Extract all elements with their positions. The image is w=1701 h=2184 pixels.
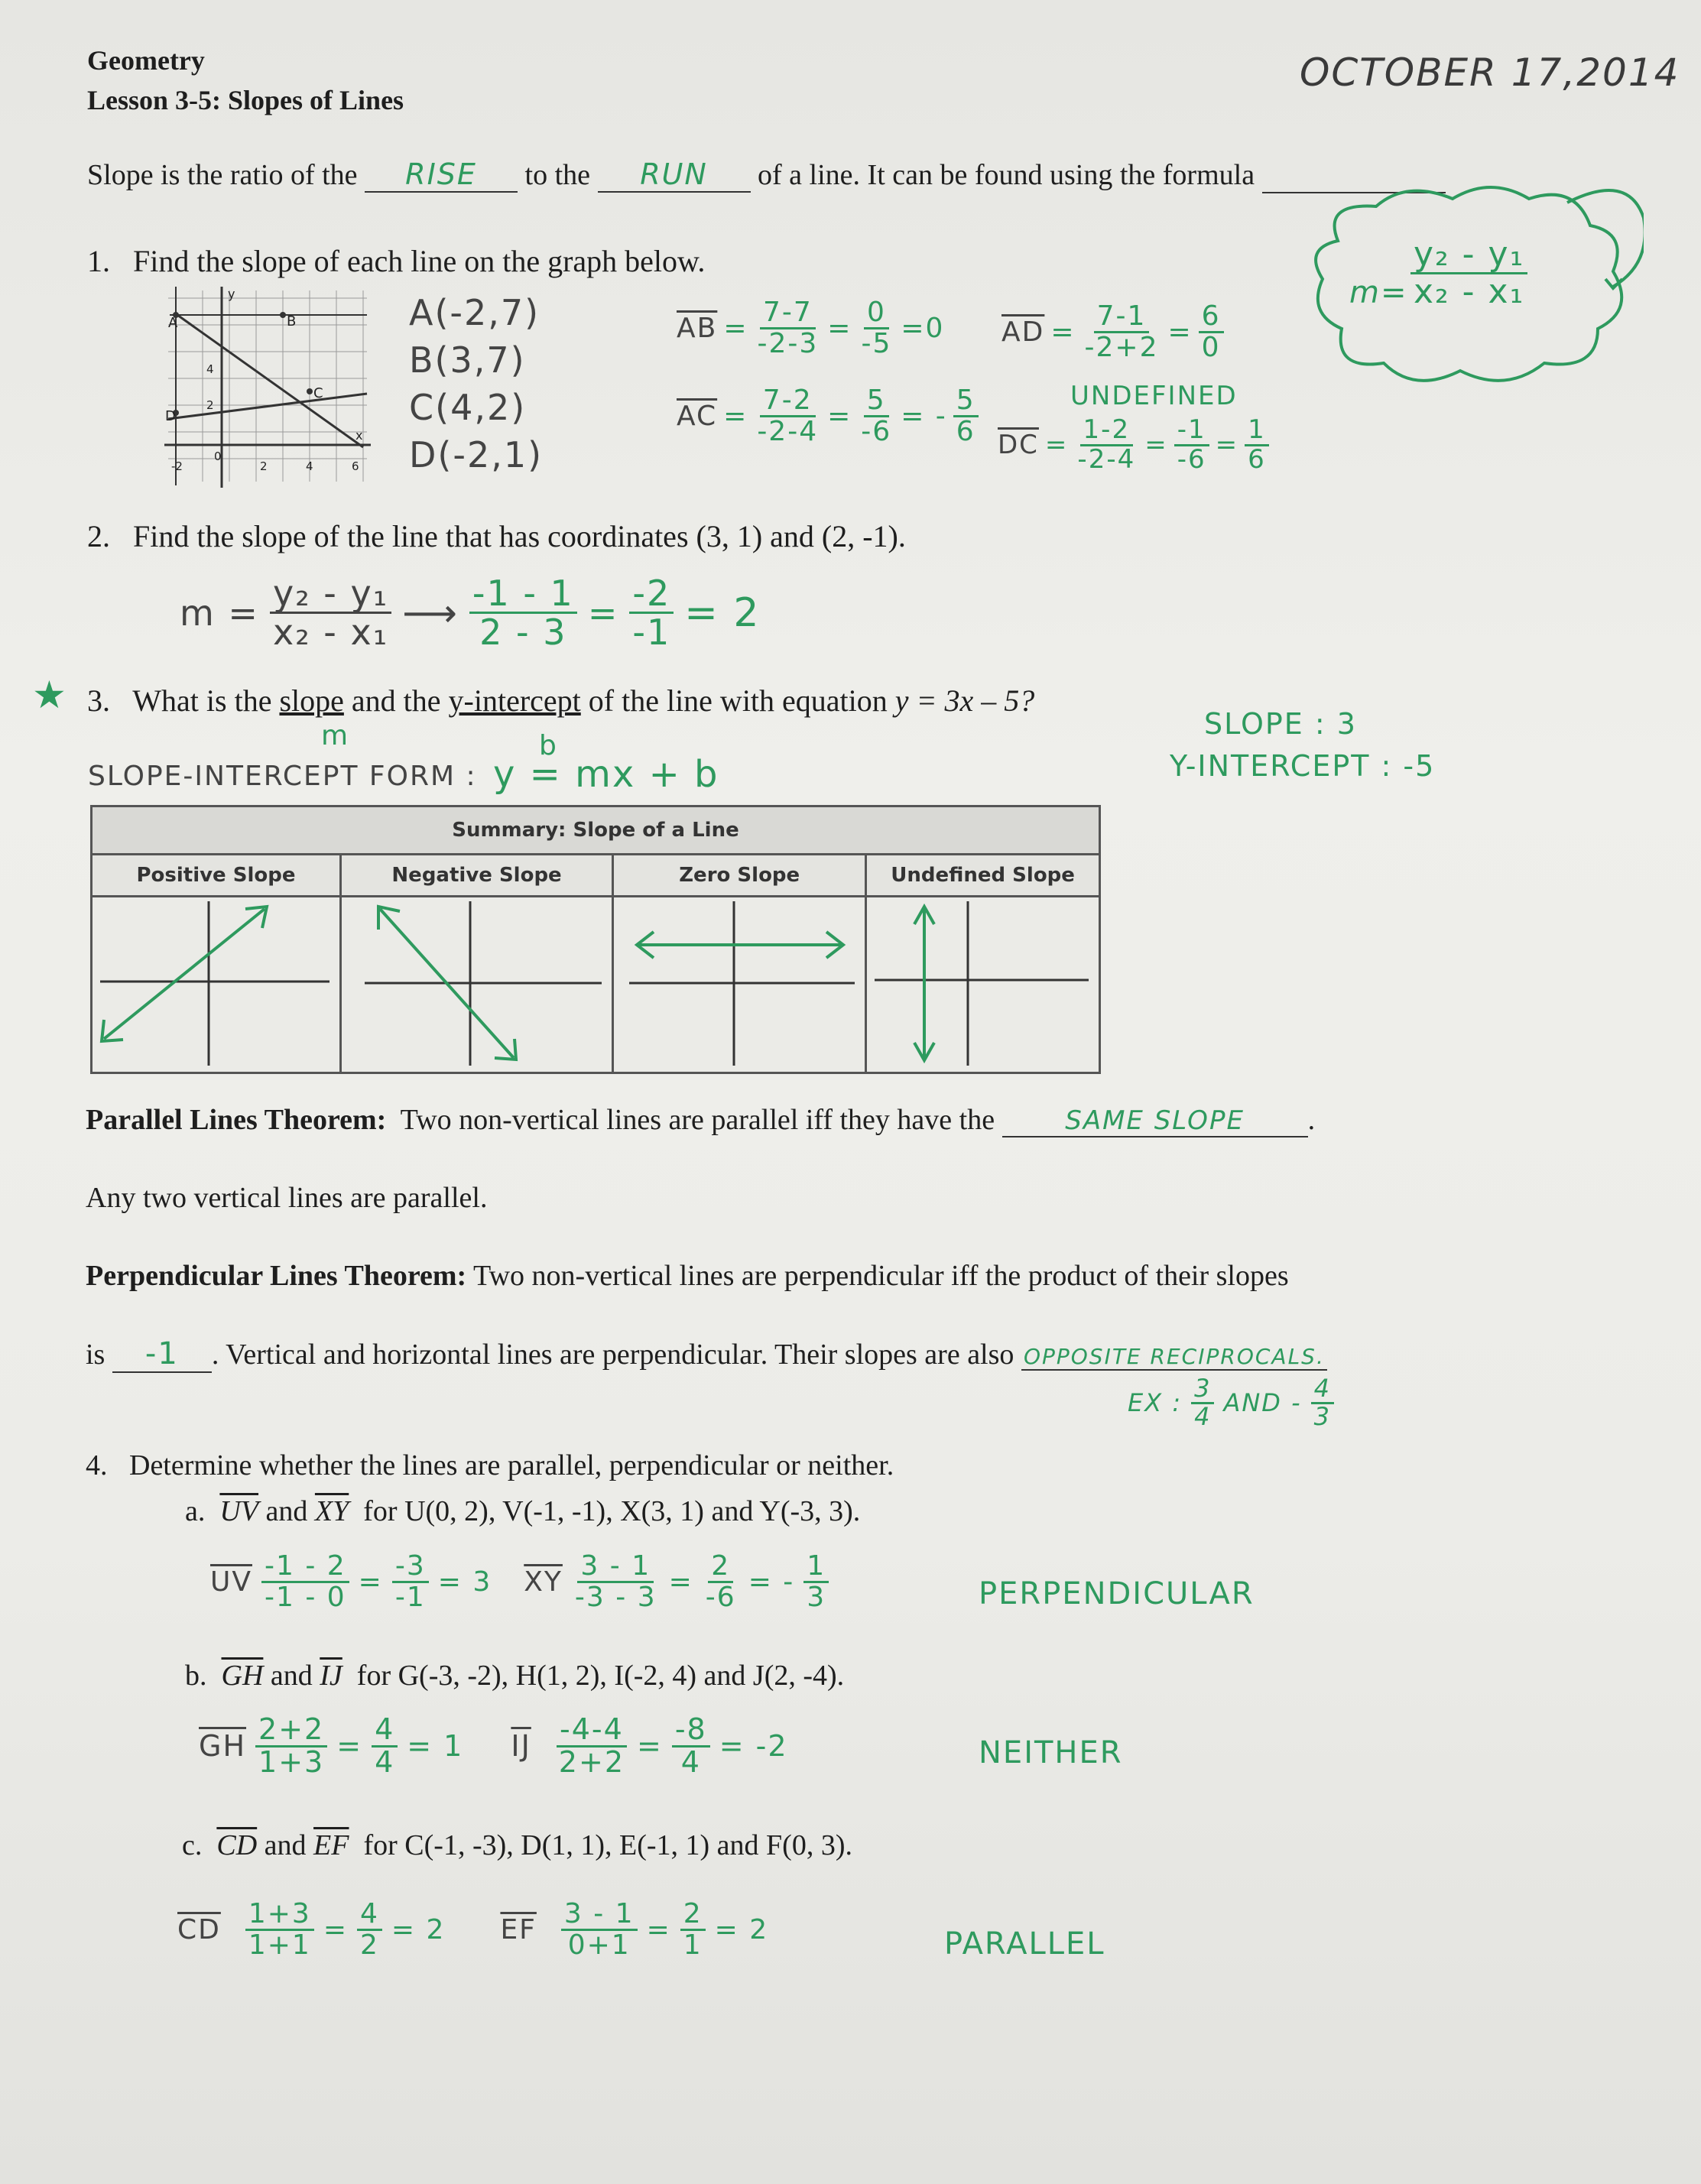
q4a-num1: -1 - 2 [261,1552,349,1583]
q3-slope-word: slope [279,683,344,718]
cloud-formula-fraction [1410,237,1527,310]
point-d: D(-2,1) [409,434,544,475]
course-title: Geometry [87,45,205,76]
intro-text-1: Slope is the ratio of the [87,159,358,191]
ad-num: 7-1 [1094,302,1150,333]
q4a-den5: 3 [807,1581,826,1613]
q4c-den4: 1 [683,1929,703,1961]
q4a-result2: = - [748,1566,795,1598]
ab-num: 7-7 [760,298,816,329]
q4c-result1: = 2 [391,1913,446,1945]
q4a-den4: -6 [705,1581,736,1613]
q2-num2: -2 [629,575,674,614]
q4a-num3: 3 - 1 [577,1552,654,1583]
graph-tick-x0: 0 [214,449,222,463]
q4a-result1: = 3 [437,1566,492,1598]
q2-arrow: ⟶ [402,590,459,635]
ab-num2: 0 [864,298,889,329]
q3-equation: y = 3x – 5? [894,683,1035,718]
q3-prompt [87,683,1034,719]
blank-run: RUN [598,157,751,193]
q4b-seg2: $\overline{IJ}$ [320,1660,342,1692]
q2-result: = 2 [684,589,761,636]
q4a-answer: PERPENDICULAR [979,1576,1255,1611]
q4c-prompt [182,1829,852,1862]
q4c-rest: for C(-1, -3), D(1, 1), E(-1, 1) and F(0, 3). [363,1829,852,1861]
perp-is: is [86,1339,106,1371]
q4c-and: and [264,1829,307,1861]
q4c-den1: 1+1 [248,1929,311,1961]
graph-tick-x6: 6 [352,459,359,473]
cloud-formula-denominator: x₂ - x₁ [1414,272,1525,312]
intro-text-2: to the [524,159,591,191]
q4b-prompt [185,1659,844,1692]
q2-work: m = $\frac{\text{y₂ - y₁}}{\text{x₂ - x₁}}$ ⟶ $\frac{-1 - 1}{2 - 3}$ = $\frac{-2}{-1}$ = 2 [180,573,761,654]
parallel-theorem: Parallel Lines Theorem: Two non-vertical lines are parallel iff they have the SAME SLOPE . [86,1104,1316,1136]
q3-answer-yint: Y-INTERCEPT : -5 [1170,749,1436,783]
point-c: C(4,2) [409,387,527,428]
q4a-den2: -1 [394,1581,426,1613]
q1-coordinate-graph [161,283,375,489]
q4a-and: and [265,1495,308,1527]
dc-num: 1-2 [1080,417,1134,446]
q2-den1: 2 - 3 [479,612,567,654]
q2-formula-num: y₂ - y₁ [270,575,391,614]
perpendicular-theorem-label: Perpendicular Lines Theorem: [86,1260,467,1292]
ab-result: =0 [901,312,945,344]
q4c-result2: = 2 [714,1913,769,1945]
q1-text: Find the slope of each line on the graph below. [133,244,706,278]
parallel-theorem-text: Two non-vertical lines are parallel iff they have the [400,1104,995,1136]
ab-den: -2-3 [757,327,819,359]
cell-zero-slope [613,897,866,1073]
q4c-den2: 2 [360,1929,379,1961]
q4a-work-seg2: $\overline{XY}$ [524,1566,563,1598]
q4a-seg2: $\overline{XY}$ [314,1495,349,1527]
graph-label-d: D [165,408,176,424]
q4a-prompt [185,1494,860,1528]
q3-text-3: of the line with equation [588,683,888,718]
perpendicular-theorem-line2 [86,1336,1327,1373]
slope-definition [87,157,1446,193]
blank-negative-one: -1 [112,1336,212,1373]
graph-label-c: C [313,385,323,401]
col-positive-slope: Positive Slope [92,855,341,897]
q4c-work-seg2: $\overline{EF}$ [500,1913,537,1945]
q4a-num5: 1 [803,1552,829,1583]
q2-prompt [87,518,906,554]
ad-den2: 0 [1201,331,1221,363]
q4b-den2: 4 [375,1744,395,1779]
q4a-seg1: $\overline{UV}$ [219,1495,259,1527]
graph-axis-y: y [228,287,235,301]
col-undefined-slope: Undefined Slope [866,855,1100,897]
q3-yint-word: y-intercept [448,683,581,718]
q4b-answer: NEITHER [979,1735,1123,1770]
example-label: EX : [1128,1388,1183,1418]
ad-den: -2+2 [1084,331,1159,363]
dc-den: -2-4 [1077,443,1136,475]
q4c-num1: 1+3 [245,1900,314,1931]
point-a: A(-2,7) [409,292,540,333]
handwritten-date: OCTOBER 17,2014 [1300,50,1680,95]
q3-form-note: SLOPE-INTERCEPT FORM : [88,761,477,792]
ac-num: 7-2 [760,386,816,417]
example-den2: 3 [1313,1401,1331,1431]
perpendicular-theorem-text: Two non-vertical lines are perpendicular iff the product of their slopes [473,1260,1289,1292]
q4b-work-seg1: $\overline{GH}$ [199,1729,247,1764]
q4c-num2: 4 [357,1900,382,1931]
q3-m-note: m [321,720,350,751]
example-and: AND - [1223,1388,1302,1418]
q2-formula-den: x₂ - x₁ [272,612,389,654]
vertical-lines-parallel: Any two vertical lines are parallel. [86,1182,488,1214]
ac-num2: 5 [864,386,889,417]
q4b-result2: = -2 [719,1729,788,1764]
q1-work-dc: $\overline{DC}$ = $\frac{1-2}{-2-4}$ = $\frac{-1}{-6}$ = $\frac{1}{6}$ [998,417,1269,473]
blank-opposite-reciprocals: OPPOSITE RECIPROCALS. [1021,1344,1327,1371]
q4a-den3: -3 - 3 [574,1581,657,1613]
ad-num2: 6 [1199,302,1224,333]
cell-positive-slope [92,897,341,1073]
graph-label-b: B [287,313,297,329]
ac-den3: 6 [956,415,975,447]
positive-slope-sketch [93,897,337,1072]
dc-num2: -1 [1174,417,1209,446]
summary-title: Summary: Slope of a Line [92,806,1100,855]
ab-den2: -5 [861,327,892,359]
q1-number: 1. [87,244,110,278]
undefined-slope-sketch [867,897,1096,1072]
q4c-answer: PARALLEL [944,1926,1105,1962]
example-den1: 4 [1194,1401,1212,1431]
q1-prompt [87,243,705,279]
q4c-work-seg1: $\overline{CD}$ [177,1913,221,1945]
q3-answer-slope: SLOPE : 3 [1204,707,1357,741]
q4c-letter: c. [182,1829,203,1861]
reciprocal-example [1128,1376,1334,1429]
parallel-theorem-label: Parallel Lines Theorem: [86,1104,387,1136]
graph-tick-xn2: -2 [171,459,183,473]
seg-ab-label: $\overline{AB}$ [677,312,718,344]
q4a-letter: a. [185,1495,206,1527]
seg-dc-label: $\overline{DC}$ [998,430,1039,461]
q4b-den4: 4 [680,1744,701,1779]
zero-slope-sketch [614,897,862,1072]
q4c-den3: 0+1 [567,1929,631,1961]
graph-label-a: A [168,315,178,331]
q2-number: 2. [87,519,110,553]
q4a-work: $\overline{UV}$ $\frac{-1 - 2}{-1 - 0}$ = $\frac{-3}{-1}$ = 3 $\overline{XY}$ $\frac{3 - 1}{-3 - 3}$ = $\frac{2}{-6}$ = - $\frac{1}{3}$ [210,1552,829,1612]
graph-tick-y2: 2 [206,398,214,412]
q4b-rest: for G(-3, -2), H(1, 2), I(-2, 4) and J(2, -4). [356,1660,845,1692]
q4a-num2: -3 [392,1552,429,1583]
ad-undefined: UNDEFINED [1070,381,1238,411]
seg-ac-label: $\overline{AC}$ [677,400,718,432]
q3-form-equation: y = mx + b [493,753,719,796]
ac-result: = - [901,400,947,432]
dc-den2: -6 [1177,443,1206,475]
q4b-num4: -8 [672,1715,710,1748]
q4b-den1: 1+3 [258,1744,325,1779]
col-zero-slope: Zero Slope [613,855,866,897]
q4b-seg1: $\overline{GH}$ [221,1660,264,1692]
ac-den2: -6 [861,415,892,447]
q1-work-ad: $\overline{AD}$ = $\frac{7-1}{-2+2}$ = $\frac{6}{0}$ [1001,302,1224,362]
dc-num3: 1 [1245,417,1269,446]
ac-num3: 5 [953,386,979,417]
q3-number: 3. [87,683,110,718]
q1-points [409,289,543,479]
q3-text-1: What is the [132,683,272,718]
blank-same-slope: SAME SLOPE [1002,1105,1308,1137]
q4b-num1: 2+2 [255,1715,327,1748]
q4b-work-seg2: $\overline{IJ}$ [511,1729,531,1764]
example-num1: 3 [1191,1376,1214,1404]
dc-den3: 6 [1248,443,1266,475]
intro-text-3: of a line. It can be found using the formula [758,159,1255,191]
q3-b-note: b [539,730,558,761]
q4c-seg2: $\overline{EF}$ [313,1829,349,1861]
summary-table [90,805,1101,1074]
graph-axis-x: x [355,428,363,443]
perp-text-2: . Vertical and horizontal lines are perpendicular. Their slopes are also [211,1339,1014,1371]
col-negative-slope: Negative Slope [340,855,612,897]
q4b-letter: b. [185,1660,207,1692]
example-num2: 4 [1311,1376,1334,1404]
q4-prompt [86,1449,894,1482]
q2-den2: -1 [632,612,671,654]
q4b-num2: 4 [372,1715,398,1748]
q4a-rest: for U(0, 2), V(-1, -1), X(3, 1) and Y(-3, 3). [363,1495,861,1527]
q4c-num4: 2 [680,1900,706,1931]
graph-tick-x2: 2 [260,459,268,473]
q4c-num3: 3 - 1 [561,1900,638,1931]
q4a-work-seg1: $\overline{UV}$ [210,1566,252,1598]
q4b-work: $\overline{GH}$ $\frac{2+2}{1+3}$ = $\frac{4}{4}$ = 1 $\overline{IJ}$ $\frac{-4-4}{2+2}$ = $\frac{-8}{4}$ = -2 [199,1712,788,1779]
q4a-num4: 2 [708,1552,733,1583]
q4c-work: $\overline{CD}$ $\frac{1+3}{1+1}$ = $\frac{4}{2}$ = 2 $\overline{EF}$ $\frac{3 - 1}{0+1}$ = $\frac{2}{1}$ = 2 [177,1898,769,1961]
cloud-m: m= [1349,275,1408,310]
perpendicular-theorem [86,1259,1289,1293]
q4b-and: and [270,1660,313,1692]
cell-undefined-slope [866,897,1100,1073]
q2-m: m = [180,592,259,634]
graph-tick-y4: 4 [206,362,214,376]
q4-number: 4. [86,1449,108,1481]
q4b-result1: = 1 [407,1729,464,1764]
graph-tick-x4: 4 [306,459,313,473]
negative-slope-sketch [342,897,609,1072]
q1-work-ac: $\overline{AC}$ = $\frac{7-2}{-2-4}$ = $\frac{5}{-6}$ = - $\frac{5}{6}$ [677,386,979,446]
q3-text-2: and the [351,683,441,718]
q2-text: Find the slope of the line that has coordinates (3, 1) and (2, -1). [133,519,906,553]
point-b: B(3,7) [409,339,526,381]
q4b-num3: -4-4 [557,1715,627,1748]
q4b-den3: 2+2 [558,1744,625,1779]
q4-text: Determine whether the lines are parallel, perpendicular or neither. [129,1449,894,1481]
lesson-title: Lesson 3-5: Slopes of Lines [87,85,404,115]
blank-rise: RISE [365,157,518,193]
q1-work-ab: $\overline{AB}$ = $\frac{7-7}{-2-3}$ = $\frac{0}{-5}$ =0 [677,297,945,359]
seg-ad-label: $\overline{AD}$ [1001,316,1045,348]
star-icon: ★ [32,673,68,717]
q4c-seg1: $\overline{CD}$ [216,1829,258,1861]
cloud-formula-numerator: y₂ - y₁ [1410,237,1527,274]
q4a-den1: -1 - 0 [264,1581,346,1613]
q2-num1: -1 - 1 [469,575,577,614]
ac-den: -2-4 [757,415,819,447]
cell-negative-slope [340,897,612,1073]
